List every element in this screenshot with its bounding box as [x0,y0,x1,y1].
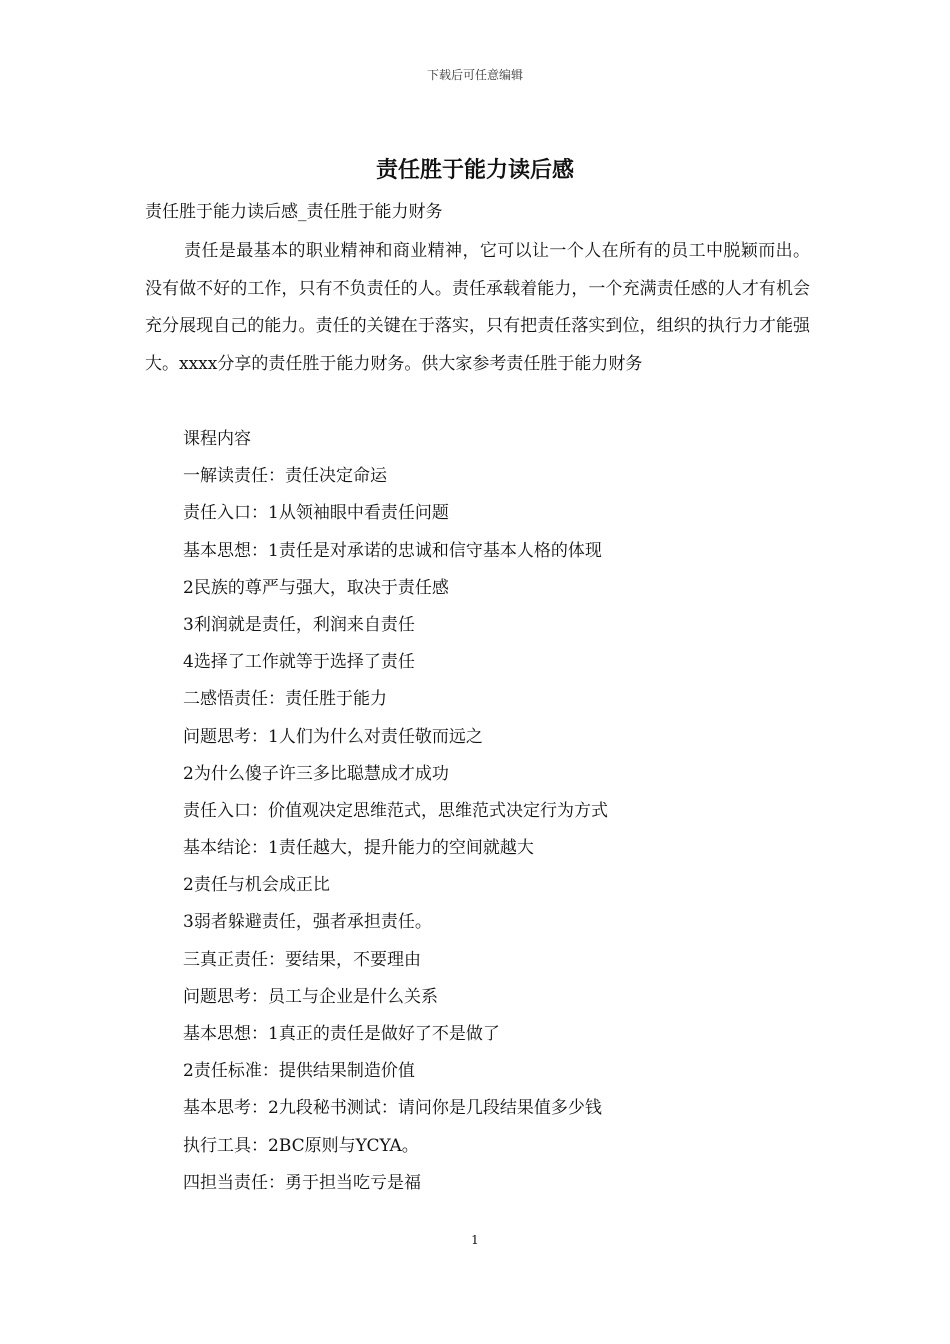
document-subtitle: 责任胜于能力读后感_责任胜于能力财务 [145,202,443,222]
content-line: 2责任标准：提供结果制造价值 [183,1061,415,1082]
content-line: 责任入口：1从领袖眼中看责任问题 [183,503,449,524]
header-note: 下载后可任意编辑 [426,68,523,82]
content-line: 二感悟责任：责任胜于能力 [183,689,387,710]
content-line: 4选择了工作就等于选择了责任 [183,652,415,673]
content-line: 基本思考：2九段秘书测试：请问你是几段结果值多少钱 [183,1098,602,1119]
content-line: 课程内容 [183,429,251,449]
content-line: 基本结论：1责任越大，提升能力的空间就越大 [183,838,534,859]
content-line: 3利润就是责任，利润来自责任 [183,614,415,635]
content-line: 问题思考：员工与企业是什么关系 [183,986,438,1007]
content-line: 问题思考：1人们为什么对责任敬而远之 [183,726,483,747]
content-line: 基本思想：1真正的责任是做好了不是做了 [183,1024,500,1044]
content-line: 四担当责任：勇于担当吃亏是福 [183,1172,421,1193]
content-line: 2民族的尊严与强大，取决于责任感 [183,577,449,598]
content-line: 三真正责任：要结果，不要理由 [183,949,421,970]
content-line: 责任入口：价值观决定思维范式，思维范式决定行为方式 [183,800,608,821]
content-line: 3弱者躲避责任，强者承担责任。 [183,912,432,933]
content-lines [183,421,813,1202]
document-title: 责任胜于能力读后感 [375,157,574,183]
content-line: 执行工具：2BC原则与YCYA。 [183,1135,419,1156]
content-line: 2责任与机会成正比 [183,875,330,896]
content-line: 一解读责任：责任决定命运 [183,466,387,487]
content-line: 基本思想：1责任是对承诺的忠诚和信守基本人格的体现 [183,540,602,561]
page-number: 1 [471,1233,479,1247]
intro-paragraph: 责任是最基本的职业精神和商业精神，它可以让一个人在所有的员工中脱颖而出。没有做不好的工作，只有不负责任的人。责任承载着能力，一个充满责任感的人才有机会充分展现自己的能力。责任的关键在于落实，只有把责任落实到位，组织的执行力才能强大。xxxx分享的责任胜于能力财务。供大家参考责任胜于能力财务 [145,241,810,374]
content-line: 2为什么傻子许三多比聪慧成才成功 [183,763,449,784]
